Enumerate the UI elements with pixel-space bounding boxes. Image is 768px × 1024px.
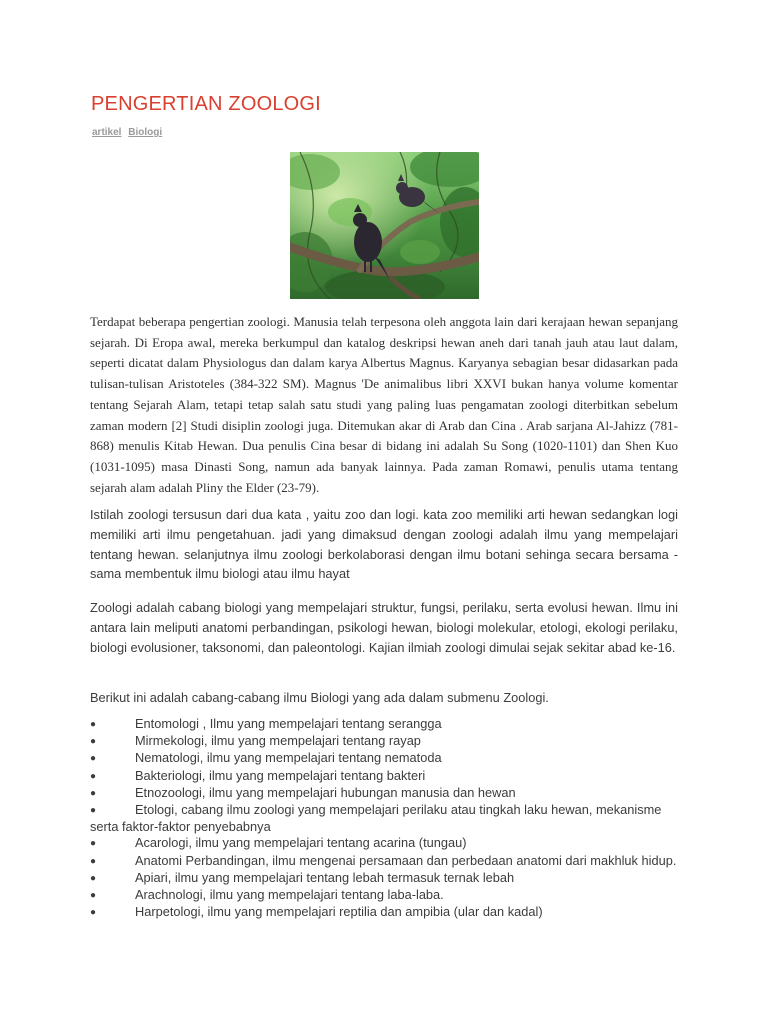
list-item: ● Etnozoologi, ilmu yang mempelajari hubungan manusia dan hewan [90, 785, 690, 802]
bullet-icon: ● [90, 855, 97, 867]
paragraph-branches-intro: Berikut ini adalah cabang-cabang ilmu Biologi yang ada dalam submenu Zoologi. [90, 690, 549, 705]
list-item: ● Arachnologi, ilmu yang mempelajari tentang laba-laba. [90, 887, 690, 904]
list-item: ● Etologi, cabang ilmu zoologi yang mempelajari perilaku atau tingkah laku hewan, mekanisme serta faktor-faktor penyebabnya [90, 802, 662, 835]
list-item: ● Anatomi Perbandingan, ilmu mengenai persamaan dan perbedaan anatomi dari makhluk hidup. [90, 853, 690, 870]
bullet-icon: ● [90, 907, 97, 919]
bullet-icon: ● [90, 805, 97, 817]
bullet-icon: ● [90, 787, 97, 799]
list-item: ● Harpetologi, ilmu yang mempelajari reptilia dan ampibia (ular dan kadal) [90, 904, 690, 921]
tag-link-artikel[interactable]: artikel [92, 127, 122, 138]
bullet-icon: ● [90, 736, 97, 748]
bullet-icon: ● [90, 872, 97, 884]
tag-links [92, 127, 166, 138]
branch-list [90, 716, 690, 921]
bird-on-branch-photo [290, 152, 479, 299]
bullet-icon: ● [90, 719, 97, 730]
list-item: ● Apiari, ilmu yang mempelajari tentang lebah termasuk ternak lebah [90, 870, 690, 887]
tag-link-biologi[interactable]: Biologi [128, 127, 163, 138]
list-item: ● Bakteriologi, ilmu yang mempelajari tentang bakteri [90, 768, 690, 785]
page-title: PENGERTIAN ZOOLOGI [91, 93, 321, 115]
paragraph-etymology: Istilah zoologi tersusun dari dua kata , yaitu zoo dan logi. kata zoo memiliki arti hewan sedangkan logi memiliki arti ilmu pengetahuan. jadi yang dimaksud dengan zoologi adalah ilmu yang mempelajari tentang hewan. selanjutnya ilmu zoologi berkolaborasi dengan ilmu botani sehinga secara bersama - sama membentuk ilmu biologi atau ilmu hayat [90, 507, 678, 582]
bullet-icon: ● [90, 890, 97, 902]
list-item: ● Entomologi , Ilmu yang mempelajari tentang serangga [90, 716, 690, 733]
paragraph-history: Terdapat beberapa pengertian zoologi. Manusia telah terpesona oleh anggota lain dari kerajaan hewan sepanjang sejarah. Di Eropa awal, mereka berkumpul dan katalog deskripsi hewan aneh dari tanah jauh atau laut dalam, seperti dicatat dalam Physiologus dan dalam karya Albertus Magnus. Karyanya sebagian besar didasarkan pada tulisan-tulisan Aristoteles (384-322 SM). Magnus 'De animalibus libri XXVI bukan hanya volume komentar tentang Sejarah Alam, tetapi tetap salah satu studi yang paling luas pengamatan zoologi diterbitkan sebelum zaman modern [2] Studi disiplin zoologi juga. Ditemukan akar di Arab dan Cina . Arab sarjana Al-Jahizz (781-868) menulis Kitab Hewan. Dua penulis Cina besar di bidang ini adalah Su Song (1020-1101) dan Shen Kuo (1031-1095) masa Dinasti Song, namun ada banyak lainnya. Pada zaman Romawi, penulis utama tentang sejarah alam adalah Pliny the Elder (23-79). [90, 314, 678, 495]
list-item: ● Acarologi, ilmu yang mempelajari tentang acarina (tungau) [90, 835, 690, 852]
list-item: ● Nematologi, ilmu yang mempelajari tentang nematoda [90, 750, 690, 767]
bullet-icon: ● [90, 770, 97, 782]
paragraph-definition: Zoologi adalah cabang biologi yang mempelajari struktur, fungsi, perilaku, serta evolusi hewan. Ilmu ini antara lain meliputi anatomi perbandingan, psikologi hewan, biologi molekular, etologi, ekologi perilaku, biologi evolusioner, taksonomi, dan paleontologi. Kajian ilmiah zoologi dimulai sejak sekitar abad ke-16. [90, 600, 678, 655]
list-item: ● Mirmekologi, ilmu yang mempelajari tentang rayap [90, 733, 690, 750]
bullet-icon: ● [90, 838, 97, 850]
bullet-icon: ● [90, 753, 97, 765]
